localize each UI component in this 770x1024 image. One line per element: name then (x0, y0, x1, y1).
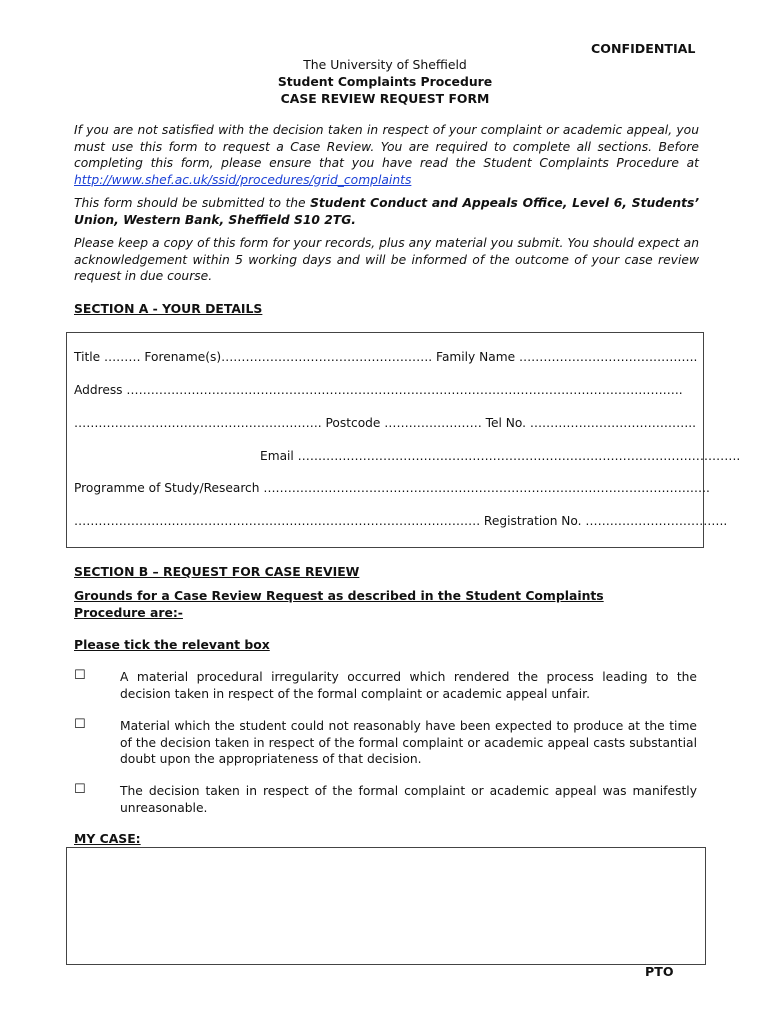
email-field-line[interactable]: Email ………………………………………………………………………………………………. (260, 449, 741, 463)
ground-2-checkbox[interactable]: ☐ (74, 717, 86, 732)
form-title: CASE REVIEW REQUEST FORM (280, 91, 490, 106)
ground-3-text: The decision taken in respect of the formal complaint or academic appeal was manifestly unreasonable. (120, 784, 697, 815)
university-name: The University of Sheffield (303, 57, 467, 72)
section-a-title: SECTION A - YOUR DETAILS (74, 301, 263, 316)
ground-3-checkbox[interactable]: ☐ (74, 782, 86, 797)
ground-1-checkbox[interactable]: ☐ (74, 668, 86, 683)
tick-instruction: Please tick the relevant box (74, 637, 270, 652)
ground-2-text: Material which the student could not reasonably have been expected to produce at the time of the decision taken in respect of the formal complaint or academic appeal casts substantial doubt upon the appropriateness of that decision. (120, 719, 697, 766)
my-case-textbox[interactable] (66, 847, 706, 965)
procedure-link[interactable]: http://www.shef.ac.uk/ssid/procedures/grid_complaints (74, 172, 412, 187)
address-field-line[interactable]: Address ……………………………………………………………………………………………………………………….. (74, 383, 683, 397)
section-b-title: SECTION B – REQUEST FOR CASE REVIEW (74, 564, 360, 579)
submission-address: Student Conduct and Appeals Office, Level 6, Students’ Union, Western Bank, Sheffield S10 2TG. (74, 196, 699, 227)
pto-label: PTO (645, 964, 674, 979)
name-fields-line[interactable]: Title ……… Forename(s)……………………………………………. Family Name …………………………………….. (74, 350, 698, 364)
intro-text-1: If you are not satisfied with the decision taken in respect of your complaint or academic appeal, you must use this form to request a Case Review. You are required to complete all sections. Before completing this form, please ensure that you have read the Student Complaints Procedure at (74, 123, 699, 170)
ground-1-text: A material procedural irregularity occurred which rendered the process leading to the decision taken in respect of the formal complaint or academic appeal unfair. (120, 670, 697, 701)
grounds-heading: Grounds for a Case Review Request as described in the Student Complaints Procedure are:- (74, 588, 604, 620)
intro-paragraph-2 (74, 195, 699, 228)
my-case-title: MY CASE: (74, 831, 141, 846)
procedure-title: Student Complaints Procedure (277, 74, 493, 89)
intro-text-2: This form should be submitted to the (74, 196, 311, 210)
programme-field-line[interactable]: Programme of Study/Research ……………………………………………………………………………………………….. (74, 481, 710, 495)
registration-field-line[interactable]: ………………………………………………………………………………………. Registration No. …………………………….. (74, 514, 728, 528)
intro-paragraph-3: Please keep a copy of this form for your records, plus any material you submit. You should expect an acknowledgement within 5 working days and will be informed of the outcome of your case review request in due course. (74, 236, 699, 283)
intro-paragraph-1 (74, 122, 699, 188)
confidential-label: CONFIDENTIAL (591, 41, 696, 56)
postcode-tel-line[interactable]: ……………………………………………………. Postcode …………………… Tel No. ………………………………….. (74, 416, 697, 430)
